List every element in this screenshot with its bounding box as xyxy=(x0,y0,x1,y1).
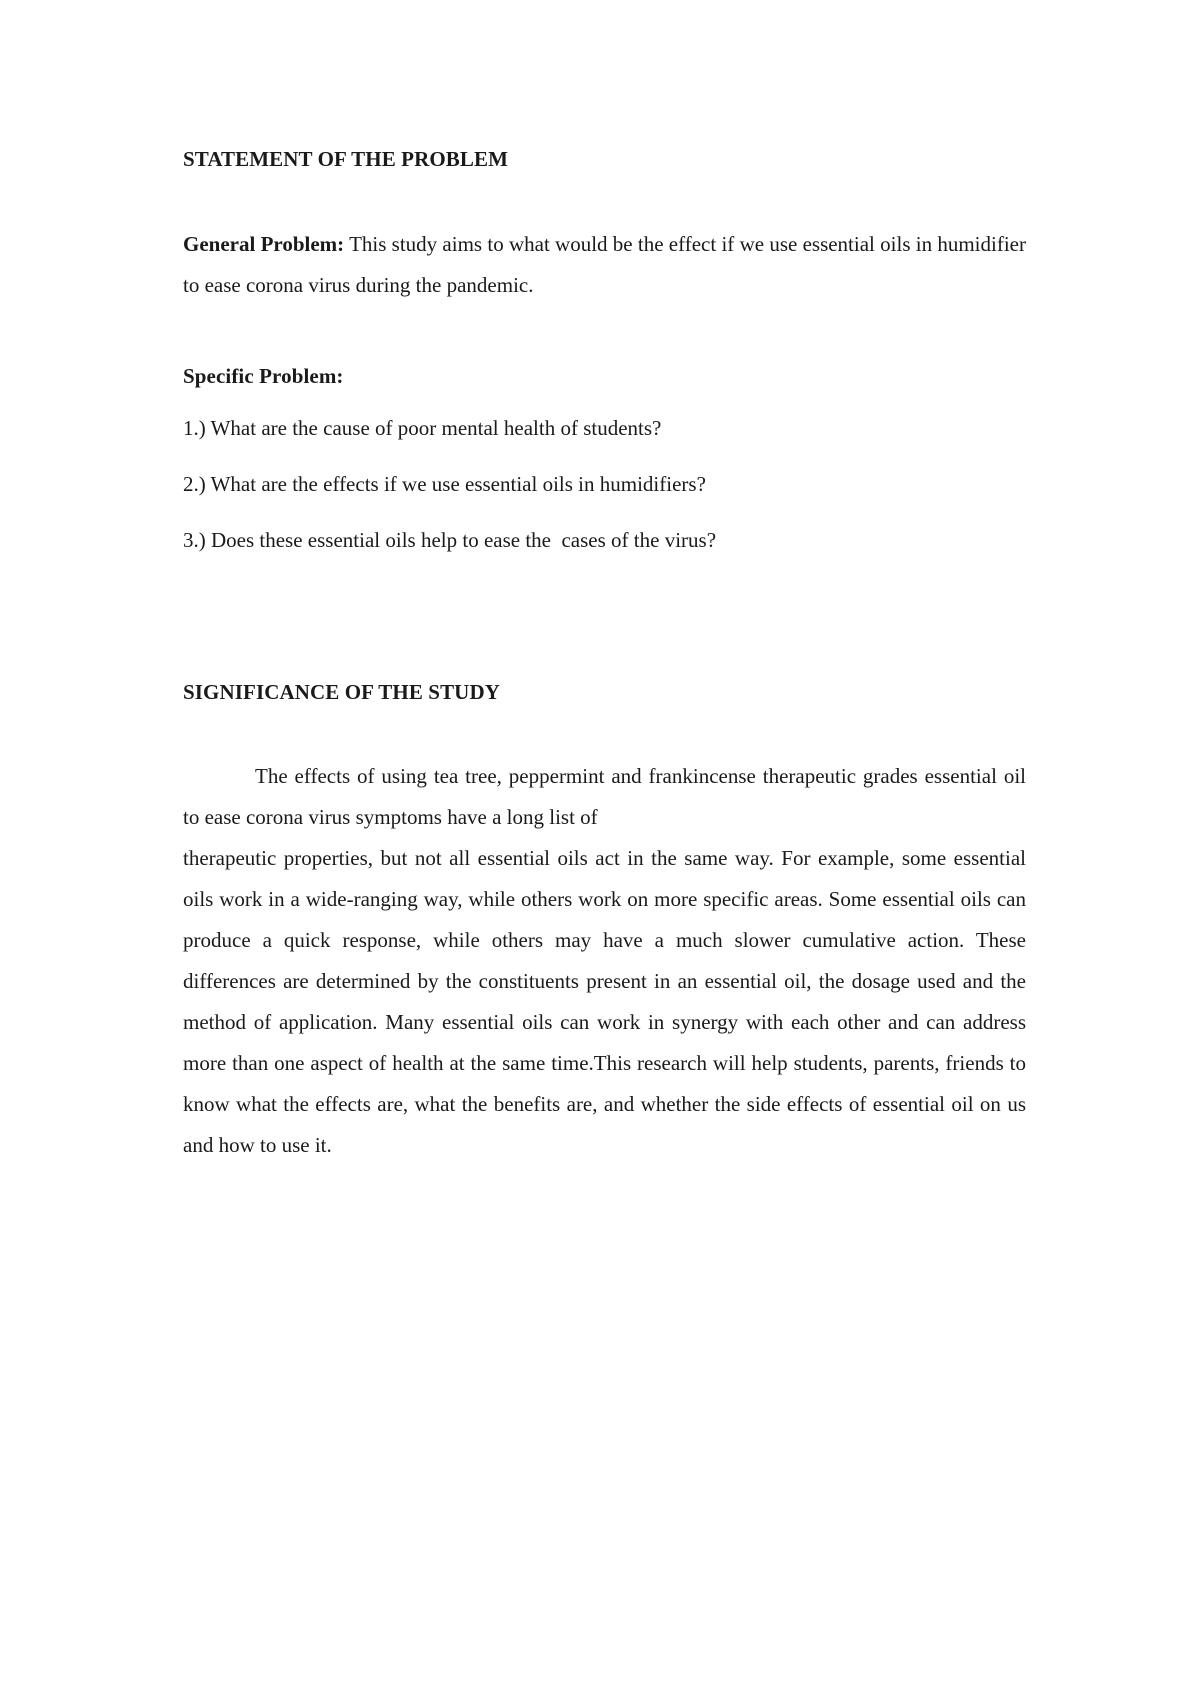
section-heading-significance: SIGNIFICANCE OF THE STUDY xyxy=(183,680,500,705)
general-problem-paragraph xyxy=(183,224,1026,306)
specific-question-2: 2.) What are the effects if we use essential oils in humidifiers? xyxy=(183,472,706,497)
specific-question-3: 3.) Does these essential oils help to ease the cases of the virus? xyxy=(183,528,717,553)
specific-problem-label: Specific Problem: xyxy=(183,364,344,389)
significance-first-line xyxy=(183,756,1026,838)
general-problem-text: This study aims to what would be the effect if we use essential oils in humidifier to ease corona virus during the pandemic. xyxy=(183,232,1026,298)
significance-text-rest: therapeutic properties, but not all essential oils act in the same way. For example, some essential oils work in a wide-ranging way, while others work on more specific areas. Some essential oils can produce a quick response, while others may have a much slower cumulative action. These differences are determined by the constituents present in an essential oil, the dosage used and the method of application. Many essential oils can work in synergy with each other and can address more than one aspect of health at the same time.This research will help students, parents, friends to know what the effects are, what the benefits are, and whether the side effects of essential oil on us and how to use it. xyxy=(183,845,1026,1157)
specific-question-1: 1.) What are the cause of poor mental health of students? xyxy=(183,416,662,441)
significance-text-start: The effects of using tea tree, peppermint and frankincense therapeutic grades essential oil to ease corona virus symptoms have a long list of xyxy=(183,763,1026,829)
document-body xyxy=(183,146,1026,1166)
section-heading-statement-of-problem: STATEMENT OF THE PROBLEM xyxy=(183,147,509,171)
significance-paragraph xyxy=(183,756,1026,1166)
general-problem-label: General Problem: xyxy=(183,232,345,257)
